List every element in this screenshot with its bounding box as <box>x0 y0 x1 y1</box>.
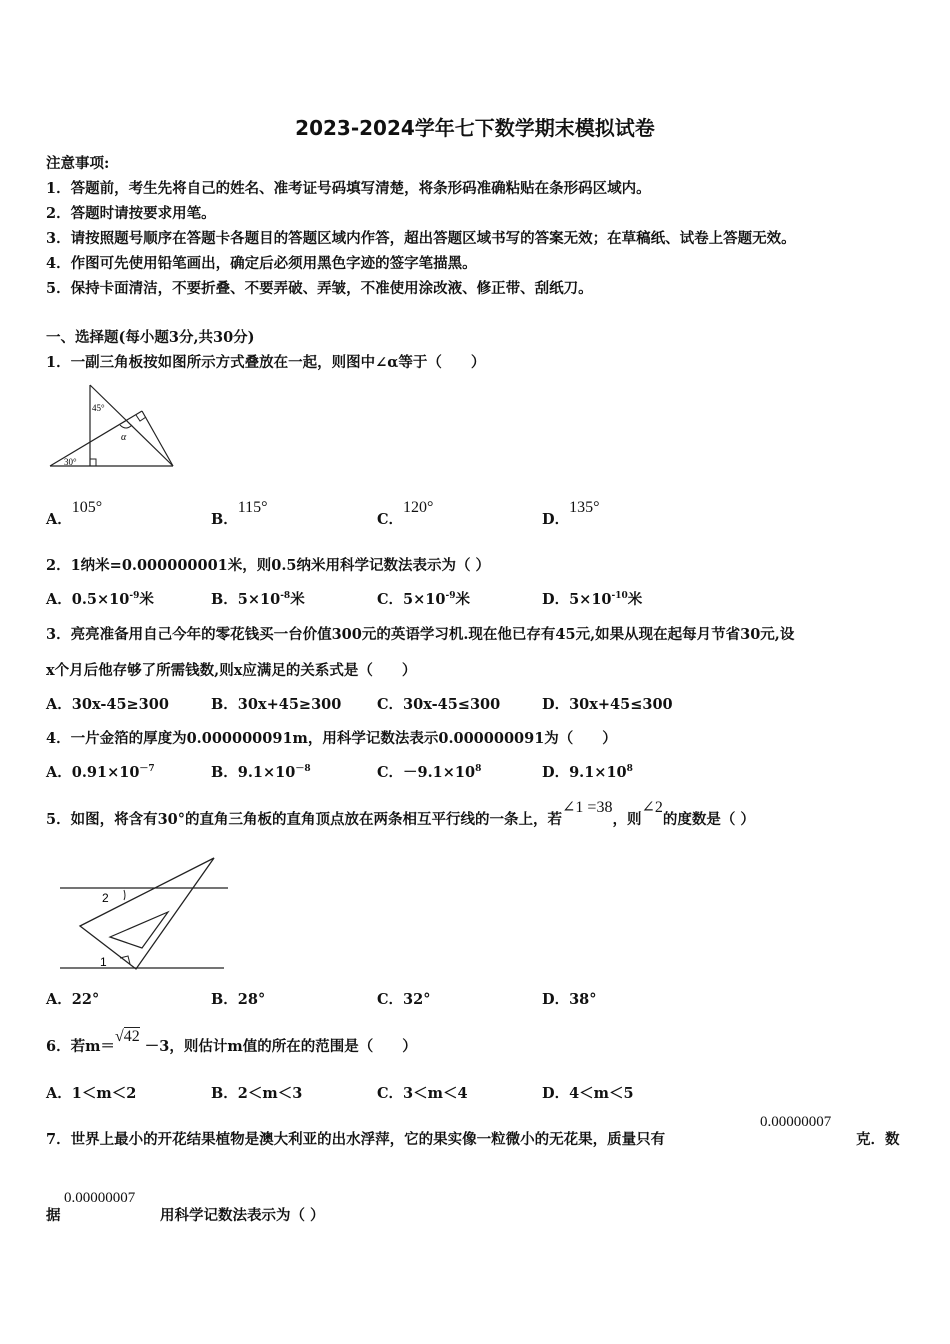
option-label: B． <box>211 991 238 1008</box>
option-label: A． <box>46 696 72 713</box>
question-text-part: ，则 <box>612 811 642 828</box>
notice-item: 2．答题时请按要求用笔。 <box>46 205 216 222</box>
option-label: C． <box>377 511 404 528</box>
option-label: D． <box>542 764 570 781</box>
option-b[interactable] <box>211 693 341 714</box>
option-exponent: 8 <box>626 764 633 775</box>
option-base: 9.1×10 <box>237 764 296 781</box>
option-b[interactable] <box>211 761 311 782</box>
option-value: 3＜m＜4 <box>403 1085 468 1102</box>
option-d[interactable] <box>542 588 642 609</box>
option-value: 115° <box>237 499 268 516</box>
figure-label: 1 <box>100 955 107 969</box>
option-value: 30x-45≥300 <box>71 696 169 713</box>
page-title: 2023-2024学年七下数学期末模拟试卷 <box>295 116 655 140</box>
option-a[interactable] <box>46 761 155 782</box>
option-exponent: 8 <box>475 764 482 775</box>
question-4-text: 4．一片金箔的厚度为0.000000091m，用科学记数法表示0.000000091为（ ） <box>46 730 617 747</box>
option-unit: 米 <box>455 591 470 608</box>
mass-value: 0.00000007 <box>760 1114 832 1130</box>
option-a[interactable] <box>46 1082 136 1103</box>
option-d[interactable] <box>542 1082 634 1103</box>
option-label: D． <box>542 991 570 1008</box>
option-label: D． <box>542 1085 570 1102</box>
option-b[interactable] <box>211 588 305 609</box>
option-exponent: -9 <box>129 591 140 602</box>
option-label: B． <box>211 764 238 781</box>
option-label: B． <box>211 591 238 608</box>
option-d[interactable] <box>542 693 673 714</box>
option-exponent: -9 <box>445 591 456 602</box>
option-value: 30x+45≤300 <box>569 696 673 713</box>
option-exponent: -10 <box>611 591 628 602</box>
option-label: B． <box>211 1085 238 1102</box>
question-text-part: 5．如图，将含有30°的直角三角板的直角顶点放在两条相互平行线的一条上，若 <box>46 811 563 828</box>
notice-heading: 注意事项: <box>46 155 110 172</box>
figure-label: 2 <box>102 891 109 905</box>
option-a[interactable] <box>46 499 103 529</box>
parallel-lines-triangle-figure <box>58 854 233 976</box>
question-text-part: 据 <box>46 1207 61 1224</box>
option-unit: 米 <box>139 591 154 608</box>
option-label: D． <box>542 696 570 713</box>
option-value: 4＜m＜5 <box>569 1085 634 1102</box>
option-value: 28° <box>237 991 266 1008</box>
option-base: 5×10 <box>403 591 446 608</box>
radical-sign-icon: √ <box>114 1028 124 1045</box>
option-unit: 米 <box>290 591 305 608</box>
question-text-part: 用科学记数法表示为（ ） <box>160 1207 325 1224</box>
option-b[interactable] <box>211 499 268 529</box>
question-3-text: 3．亮亮准备用自己今年的零花钱买一台价值300元的英语学习机.现在他已存有45元,如果从现在起每月节省30元,设 <box>46 626 795 643</box>
option-d[interactable] <box>542 499 600 529</box>
option-label: B． <box>211 511 238 528</box>
square-root <box>115 1028 140 1046</box>
option-label: C． <box>377 991 404 1008</box>
option-c[interactable] <box>377 499 434 529</box>
question-text-part: 的度数是（ ） <box>662 811 755 828</box>
option-value: 135° <box>569 499 600 516</box>
option-base: －9.1×10 <box>403 764 476 781</box>
figure-label: α <box>121 432 127 443</box>
question-5-text <box>46 799 755 829</box>
option-exponent: -8 <box>280 591 291 602</box>
question-2-text: 2．1纳米=0.000000001米，则0.5纳米用科学记数法表示为（ ） <box>46 557 491 574</box>
option-label: D． <box>542 511 570 528</box>
option-unit: 米 <box>627 591 643 608</box>
question-text-part: －3，则估计m值的所在的范围是（ ） <box>144 1038 417 1055</box>
question-3-text: x个月后他存够了所需钱数,则x应满足的关系式是（ ） <box>46 662 417 679</box>
option-value: 105° <box>71 499 103 516</box>
option-label: A． <box>46 1085 72 1102</box>
option-d[interactable] <box>542 988 597 1009</box>
section-heading: 一、选择题(每小题3分,共30分) <box>46 329 255 346</box>
option-a[interactable] <box>46 988 99 1009</box>
notice-item: 4．作图可先使用铅笔画出，确定后必须用黑色字迹的签字笔描黑。 <box>46 255 477 272</box>
option-label: C． <box>377 1085 404 1102</box>
angle-expression: ∠1 =38 <box>562 799 613 816</box>
notice-item: 5．保持卡面清洁，不要折叠、不要弄破、弄皱，不准使用涂改液、修正带、刮纸刀。 <box>46 280 593 297</box>
option-base: 0.5×10 <box>71 591 130 608</box>
option-b[interactable] <box>211 988 265 1009</box>
option-base: 0.91×10 <box>71 764 140 781</box>
figure-label: 45° <box>92 403 105 413</box>
option-value: 22° <box>71 991 100 1008</box>
question-text-part: 克．数 <box>856 1131 900 1148</box>
option-value: 30x+45≥300 <box>237 696 342 713</box>
option-label: A． <box>46 991 72 1008</box>
option-value: 32° <box>403 991 431 1008</box>
angle-expression: ∠2 <box>641 799 663 816</box>
option-label: D． <box>542 591 570 608</box>
option-base: 9.1×10 <box>569 764 627 781</box>
notice-item: 3．请按照题号顺序在答题卡各题目的答题区域内作答，超出答题区域书写的答案无效；在草稿纸、试卷上答题无效。 <box>46 230 796 247</box>
option-exponent: －8 <box>295 764 311 775</box>
option-label: C． <box>377 696 404 713</box>
option-label: A． <box>46 591 72 608</box>
option-base: 5×10 <box>237 591 281 608</box>
option-exponent: －7 <box>139 764 155 775</box>
option-value: 30x-45≤300 <box>403 696 501 713</box>
option-d[interactable] <box>542 761 633 782</box>
option-c[interactable] <box>377 761 481 782</box>
notice-item: 1．答题前，考生先将自己的姓名、准考证号码填写清楚，将条形码准确粘贴在条形码区域内。 <box>46 180 651 197</box>
radicand: 42 <box>123 1028 140 1045</box>
mass-value: 0.00000007 <box>64 1190 136 1206</box>
option-b[interactable] <box>211 1082 302 1103</box>
question-text-part: 6．若m＝ <box>46 1038 115 1055</box>
option-value: 1＜m＜2 <box>71 1085 137 1102</box>
question-6-text <box>46 1028 417 1056</box>
option-label: B． <box>211 696 238 713</box>
option-base: 5×10 <box>569 591 612 608</box>
option-value: 38° <box>569 991 597 1008</box>
option-a[interactable] <box>46 693 169 714</box>
option-c[interactable] <box>377 1082 468 1103</box>
option-value: 2＜m＜3 <box>237 1085 303 1102</box>
option-label: A． <box>46 511 72 528</box>
question-7-text: 7．世界上最小的开花结果植物是澳大利亚的出水浮萍，它的果实像一粒微小的无花果，质量只有 <box>46 1131 666 1148</box>
question-1-text: 1．一副三角板按如图所示方式叠放在一起，则图中∠α等于（ ） <box>46 354 486 371</box>
option-value: 120° <box>403 499 434 516</box>
triangle-rulers-figure <box>46 383 180 473</box>
option-label: A． <box>46 764 72 781</box>
option-c[interactable] <box>377 988 430 1009</box>
option-c[interactable] <box>377 693 500 714</box>
option-c[interactable] <box>377 588 470 609</box>
option-label: C． <box>377 764 404 781</box>
option-a[interactable] <box>46 588 154 609</box>
option-label: C． <box>377 591 404 608</box>
figure-label: 30° <box>64 457 77 467</box>
